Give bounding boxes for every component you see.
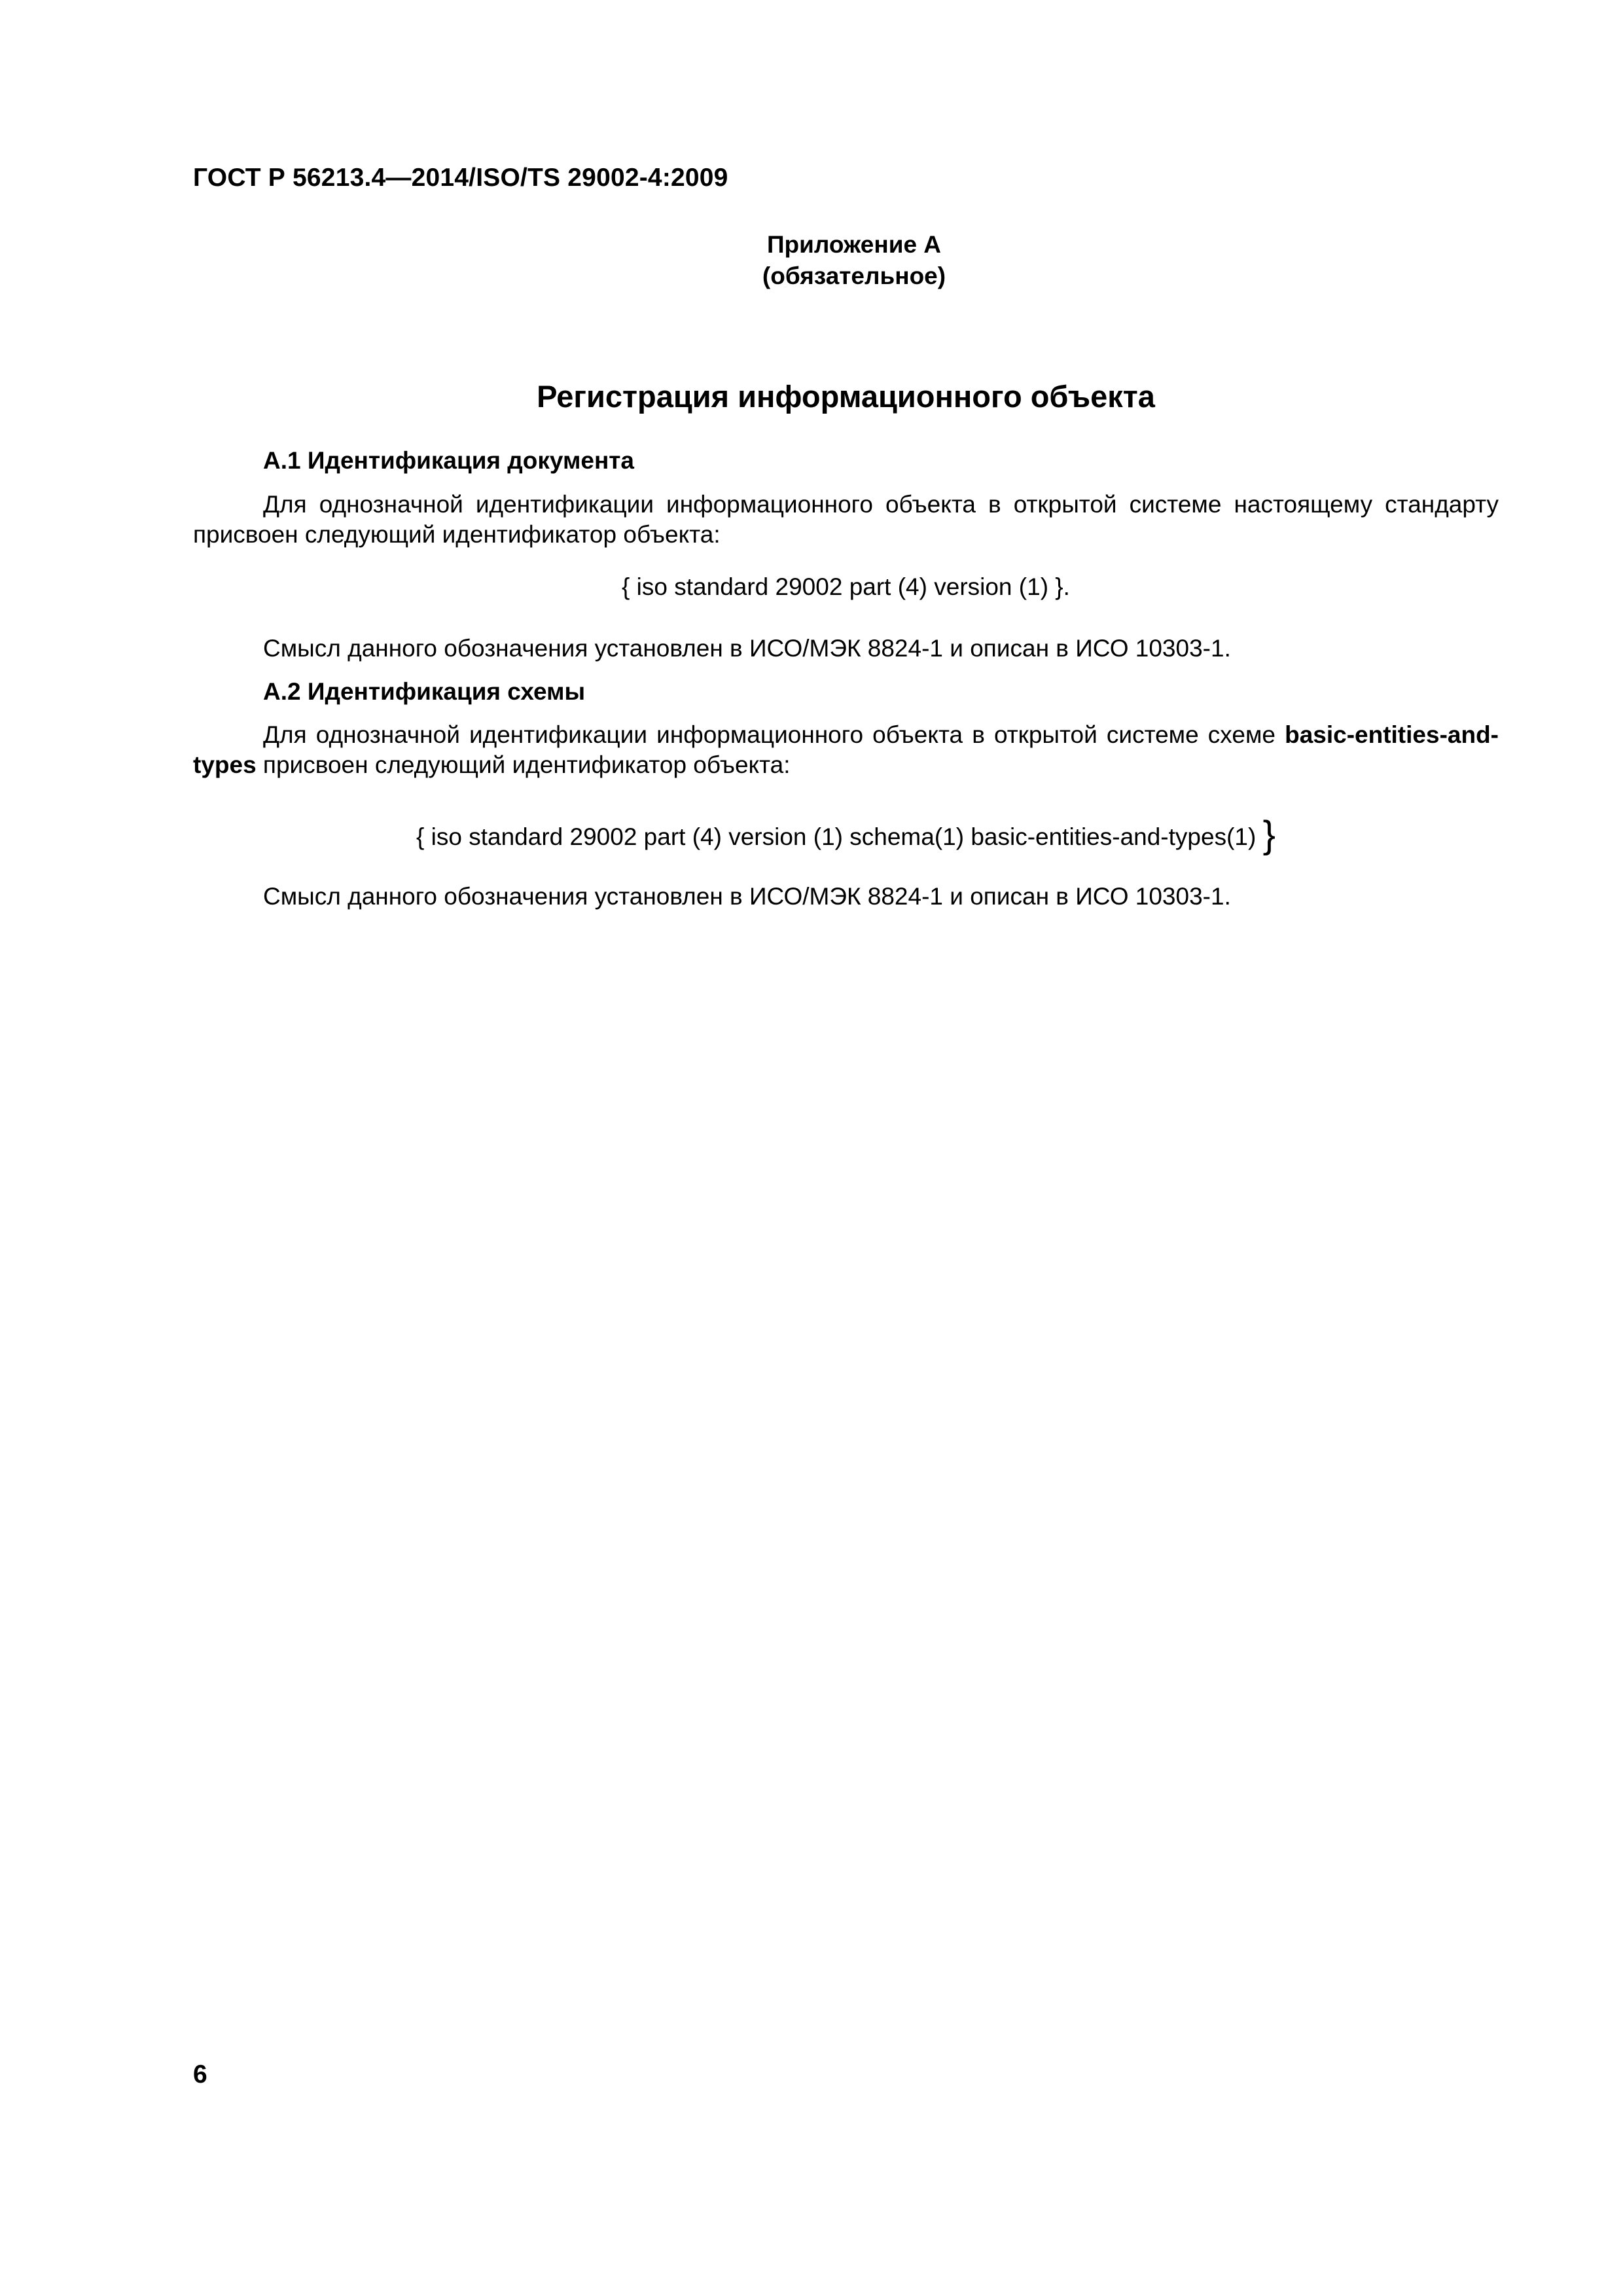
section-a2-identifier: { iso standard 29002 part (4) version (1) schema(1) basic-entities-and-types(1) <box>416 823 1257 850</box>
section-a2-identifier-line <box>193 813 1499 857</box>
section-a2-meaning: Смысл данного обозначения установлен в ИСО/МЭК 8824-1 и описан в ИСО 10303-1. <box>263 883 1231 910</box>
section-a1-meaning: Смысл данного обозначения установлен в ИСО/МЭК 8824-1 и описан в ИСО 10303-1. <box>263 635 1231 662</box>
section-a2-paragraph <box>193 720 1499 780</box>
section-a1-paragraph: Для однозначной идентификации информационного объекта в открытой системе настоящему стандарту присвоен следующий идентификатор объекта: <box>193 491 1499 548</box>
annex-label: Приложение А <box>766 231 942 258</box>
section-heading-a1: А.1 Идентификация документа <box>263 447 634 474</box>
annex-status: (обязательное) <box>762 262 946 289</box>
standard-code-header: ГОСТ Р 56213.4—2014/ISO/TS 29002-4:2009 <box>193 164 728 192</box>
section-a1-identifier: { iso standard 29002 part (4) version (1) }. <box>622 573 1070 600</box>
page-title: Регистрация информационного объекта <box>537 379 1155 414</box>
closing-brace: } <box>1262 814 1275 856</box>
section-a2-paragraph-text: Для однозначной идентификации информационного объекта в открытой системе схеме <box>263 721 1285 748</box>
section-heading-a2: А.2 Идентификация схемы <box>263 678 586 705</box>
schema-name: basic-entities-and-types <box>193 721 1499 778</box>
page-number: 6 <box>193 2060 207 2089</box>
annex-heading <box>759 229 949 292</box>
section-a2-paragraph-tail: присвоен следующий идентификатор объекта: <box>256 751 791 778</box>
